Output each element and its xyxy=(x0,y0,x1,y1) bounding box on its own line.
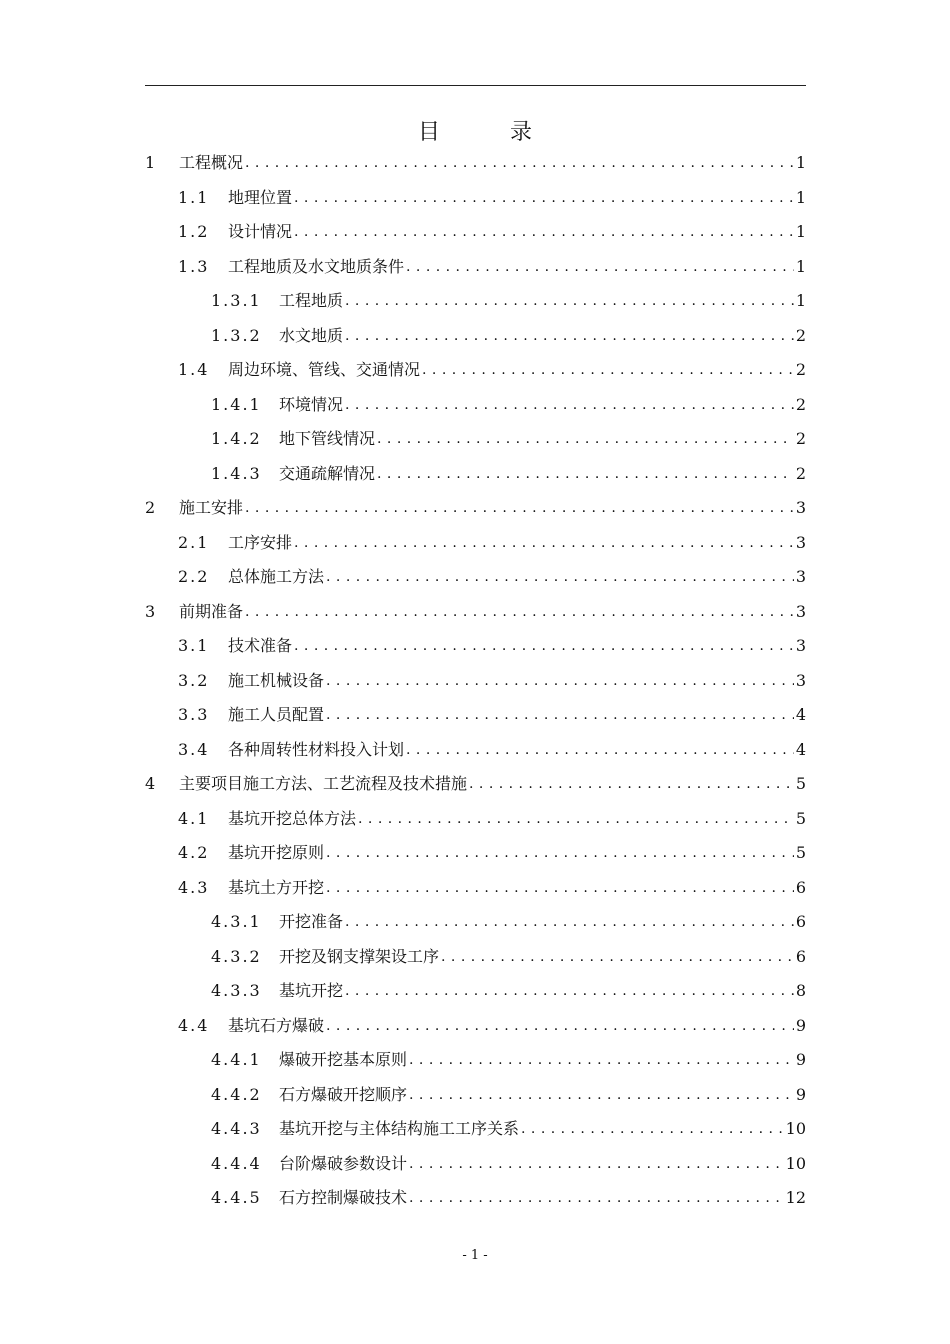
toc-entry[interactable] xyxy=(145,422,806,457)
toc-dot-leader xyxy=(345,395,794,415)
toc-entry-page: 10 xyxy=(785,1153,806,1173)
toc-entry-label: 前期准备 xyxy=(179,601,244,621)
toc-dot-leader xyxy=(521,1119,784,1139)
toc-entry-label: 开挖及钢支撑架设工序 xyxy=(279,946,440,966)
toc-entry-label: 工程地质 xyxy=(279,291,344,311)
toc-entry-number: 1.4.1 xyxy=(211,394,262,414)
toc-entry-page: 6 xyxy=(795,877,806,897)
toc-entry-number: 1.4.2 xyxy=(211,429,262,449)
toc-entry[interactable] xyxy=(145,491,806,526)
toc-entry-number: 4.4.4 xyxy=(211,1153,262,1173)
toc-entry[interactable] xyxy=(145,871,806,906)
toc-entry-label: 石方爆破开挖顺序 xyxy=(279,1084,408,1104)
toc-entry-number: 1.4.3 xyxy=(211,463,262,483)
toc-entry-label: 石方控制爆破技术 xyxy=(279,1188,408,1208)
toc-entry-label: 基坑开挖原则 xyxy=(228,843,325,863)
toc-entry-page: 3 xyxy=(795,670,806,690)
toc-entry-number: 4.2 xyxy=(178,843,210,863)
toc-entry-label: 基坑开挖 xyxy=(279,981,344,1001)
toc-entry-page: 6 xyxy=(795,946,806,966)
toc-entry-label: 技术准备 xyxy=(228,636,293,656)
toc-entry[interactable] xyxy=(145,181,806,216)
toc-entry-number: 3.1 xyxy=(178,636,210,656)
toc-entry-label: 周边环境、管线、交通情况 xyxy=(228,360,421,380)
toc-entry[interactable] xyxy=(145,664,806,699)
toc-entry[interactable] xyxy=(145,698,806,733)
toc-entry[interactable] xyxy=(145,767,806,802)
toc-entry[interactable] xyxy=(145,146,806,181)
toc-dot-leader xyxy=(422,360,794,380)
toc-entry-page: 1 xyxy=(795,291,806,311)
toc-entry[interactable] xyxy=(145,526,806,561)
toc-entry-number: 4.3.3 xyxy=(211,981,262,1001)
toc-entry-page: 5 xyxy=(795,774,806,794)
toc-dot-leader xyxy=(345,326,794,346)
toc-entry[interactable] xyxy=(145,1112,806,1147)
toc-entry-label: 爆破开挖基本原则 xyxy=(279,1050,408,1070)
toc-entry-number: 4.4.2 xyxy=(211,1084,262,1104)
toc-entry[interactable] xyxy=(145,560,806,595)
toc-dot-leader xyxy=(345,981,794,1001)
toc-dot-leader xyxy=(326,671,794,691)
toc-dot-leader xyxy=(377,464,794,484)
toc-dot-leader xyxy=(326,843,794,863)
toc-entry-label: 台阶爆破参数设计 xyxy=(279,1153,408,1173)
toc-entry-page: 3 xyxy=(795,636,806,656)
toc-entry-label: 基坑石方爆破 xyxy=(228,1015,325,1035)
toc-dot-leader xyxy=(326,567,794,587)
toc-dot-leader xyxy=(345,912,794,932)
toc-entry[interactable] xyxy=(145,974,806,1009)
toc-entry-number: 4.4.5 xyxy=(211,1188,262,1208)
toc-entry[interactable] xyxy=(145,836,806,871)
toc-entry-page: 2 xyxy=(795,325,806,345)
toc-entry-page: 9 xyxy=(795,1050,806,1070)
toc-dot-leader xyxy=(245,153,794,173)
toc-dot-leader xyxy=(377,429,794,449)
toc-entry-page: 2 xyxy=(795,394,806,414)
toc-entry-page: 12 xyxy=(785,1188,806,1208)
toc-entry-page: 4 xyxy=(795,705,806,725)
toc-entry-number: 4.1 xyxy=(178,808,210,828)
toc-entry-page: 2 xyxy=(795,429,806,449)
toc-entry-page: 4 xyxy=(795,739,806,759)
toc-entry[interactable] xyxy=(145,1181,806,1216)
toc-entry-page: 10 xyxy=(785,1119,806,1139)
toc-entry[interactable] xyxy=(145,457,806,492)
page-number: - 1 - xyxy=(462,1248,488,1263)
toc-entry[interactable] xyxy=(145,1078,806,1113)
toc-entry-number: 4.4.1 xyxy=(211,1050,262,1070)
toc-entry-label: 施工机械设备 xyxy=(228,670,325,690)
toc-entry-page: 5 xyxy=(795,843,806,863)
toc-entry-label: 基坑开挖与主体结构施工工序关系 xyxy=(279,1119,520,1139)
toc-entry-number: 3.4 xyxy=(178,739,210,759)
toc-dot-leader xyxy=(469,774,794,794)
toc-entry-label: 工序安排 xyxy=(228,532,293,552)
toc-entry-label: 施工人员配置 xyxy=(228,705,325,725)
toc-entry-page: 5 xyxy=(795,808,806,828)
toc-entry-number: 2.2 xyxy=(178,567,210,587)
toc-entry[interactable] xyxy=(145,940,806,975)
toc-entry-number: 3 xyxy=(145,601,158,621)
toc-dot-leader xyxy=(294,188,794,208)
toc-entry-label: 环境情况 xyxy=(279,394,344,414)
toc-entry-number: 4.3.2 xyxy=(211,946,262,966)
toc-title: 目 录 xyxy=(417,120,556,145)
toc-dot-leader xyxy=(294,222,794,242)
toc-entry-label: 各种周转性材料投入计划 xyxy=(228,739,405,759)
toc-entry-label: 施工安排 xyxy=(179,498,244,518)
toc-dot-leader xyxy=(409,1188,784,1208)
toc-entry-number: 4.3.1 xyxy=(211,912,262,932)
toc-entry-label: 主要项目施工方法、工艺流程及技术措施 xyxy=(179,774,468,794)
toc-entry-label: 水文地质 xyxy=(279,325,344,345)
toc-entry-page: 3 xyxy=(795,532,806,552)
toc-entry-page: 1 xyxy=(795,222,806,242)
toc-entry[interactable] xyxy=(145,250,806,285)
toc-entry-number: 1.2 xyxy=(178,222,210,242)
toc-entry-number: 2.1 xyxy=(178,532,210,552)
toc-entry-label: 开挖准备 xyxy=(279,912,344,932)
toc-entry[interactable] xyxy=(145,388,806,423)
toc-entry-page: 8 xyxy=(795,981,806,1001)
toc-dot-leader xyxy=(406,740,794,760)
toc-entry-number: 1.3 xyxy=(178,256,210,276)
toc-entry-number: 4 xyxy=(145,774,158,794)
toc-entry-page: 9 xyxy=(795,1084,806,1104)
toc-entry-number: 4.4 xyxy=(178,1015,210,1035)
toc-dot-leader xyxy=(245,602,794,622)
toc-entry-page: 1 xyxy=(795,187,806,207)
toc-entry-number: 2 xyxy=(145,498,158,518)
toc-entry[interactable] xyxy=(145,1009,806,1044)
toc-entry-page: 3 xyxy=(795,601,806,621)
toc-entry[interactable] xyxy=(145,733,806,768)
toc-entry-label: 地下管线情况 xyxy=(279,429,376,449)
toc-entry[interactable] xyxy=(145,215,806,250)
toc-entry-page: 3 xyxy=(795,567,806,587)
toc-entry-number: 1.4 xyxy=(178,360,210,380)
toc-entry-label: 基坑开挖总体方法 xyxy=(228,808,357,828)
toc-entry-page: 1 xyxy=(795,153,806,173)
toc-entry-page: 2 xyxy=(795,360,806,380)
toc-dot-leader xyxy=(358,809,794,829)
toc-entry-number: 1 xyxy=(145,153,158,173)
toc-entry[interactable] xyxy=(145,353,806,388)
toc-entry-label: 设计情况 xyxy=(228,222,293,242)
toc-dot-leader xyxy=(326,878,794,898)
toc-dot-leader xyxy=(326,1016,794,1036)
toc-entry-number: 3.2 xyxy=(178,670,210,690)
toc-entry-label: 地理位置 xyxy=(228,187,293,207)
toc-entry-number: 4.3 xyxy=(178,877,210,897)
toc-dot-leader xyxy=(406,257,794,277)
toc-entry-number: 3.3 xyxy=(178,705,210,725)
toc-entry[interactable] xyxy=(145,905,806,940)
toc-entry[interactable] xyxy=(145,319,806,354)
toc-dot-leader xyxy=(294,533,794,553)
toc-dot-leader xyxy=(245,498,794,518)
toc-dot-leader xyxy=(294,636,794,656)
toc-entry[interactable] xyxy=(145,1147,806,1182)
toc-entry-page: 1 xyxy=(795,256,806,276)
toc-entry[interactable] xyxy=(145,802,806,837)
toc-entry-label: 总体施工方法 xyxy=(228,567,325,587)
toc-dot-leader xyxy=(326,705,794,725)
toc-entry[interactable] xyxy=(145,595,806,630)
toc-entry-number: 1.3.2 xyxy=(211,325,262,345)
toc-entry-number: 1.1 xyxy=(178,187,210,207)
toc-entry[interactable] xyxy=(145,284,806,319)
table-of-contents xyxy=(145,146,806,1216)
toc-entry-page: 2 xyxy=(795,463,806,483)
toc-dot-leader xyxy=(441,947,794,967)
toc-entry-page: 3 xyxy=(795,498,806,518)
toc-entry-page: 9 xyxy=(795,1015,806,1035)
toc-dot-leader xyxy=(409,1154,784,1174)
toc-entry-number: 1.3.1 xyxy=(211,291,262,311)
toc-entry[interactable] xyxy=(145,1043,806,1078)
toc-dot-leader xyxy=(345,291,794,311)
toc-entry-number: 4.4.3 xyxy=(211,1119,262,1139)
toc-entry[interactable] xyxy=(145,629,806,664)
toc-dot-leader xyxy=(409,1050,794,1070)
toc-entry-label: 工程地质及水文地质条件 xyxy=(228,256,405,276)
toc-entry-page: 6 xyxy=(795,912,806,932)
toc-entry-label: 基坑土方开挖 xyxy=(228,877,325,897)
header-rule xyxy=(145,85,806,86)
toc-entry-label: 工程概况 xyxy=(179,153,244,173)
toc-entry-label: 交通疏解情况 xyxy=(279,463,376,483)
toc-dot-leader xyxy=(409,1085,794,1105)
